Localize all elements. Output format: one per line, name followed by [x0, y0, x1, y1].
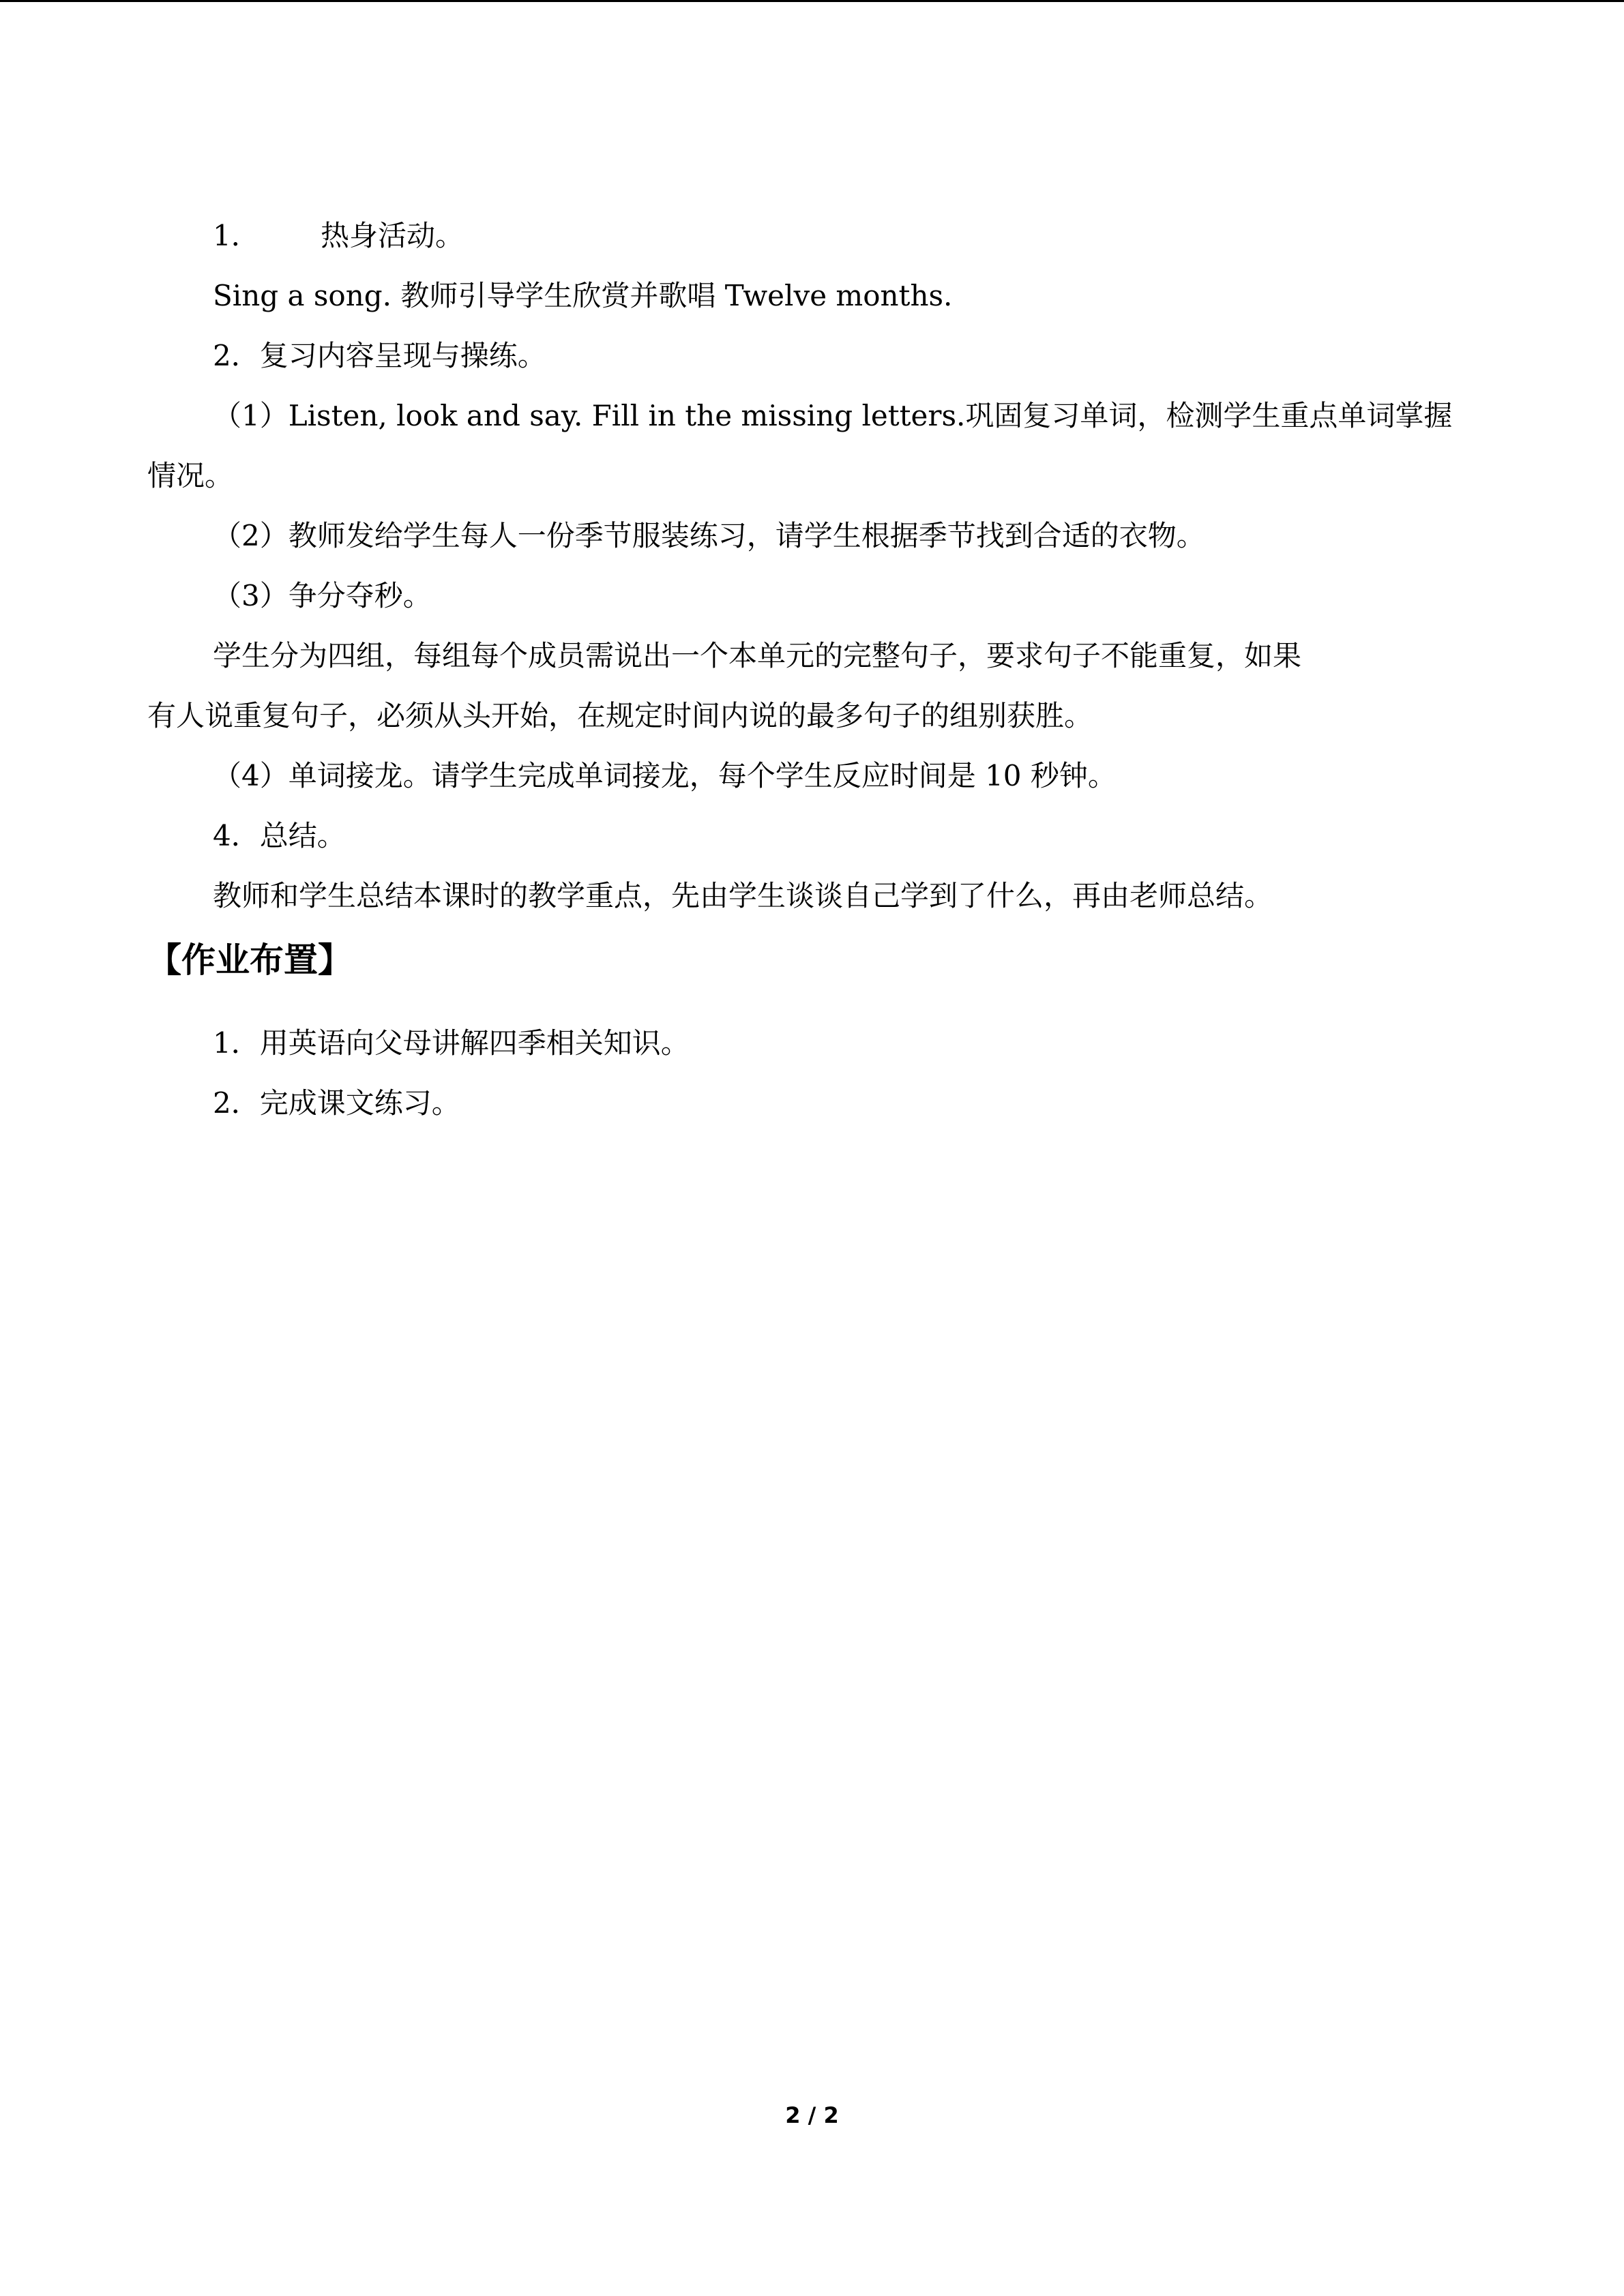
homework-item-2: 2．完成课文练习。	[213, 1086, 460, 1120]
summary-text: 教师和学生总结本课时的教学重点，先由学生谈谈自己学到了什么，再由老师总结。	[213, 879, 1273, 912]
homework-heading: 【作业布置】	[147, 940, 352, 980]
sing-song-line: Sing a song. 教师引导学生欣赏并歌唱 Twelve months.	[213, 279, 953, 312]
review-step-title: 2．复习内容呈现与操练。	[213, 339, 546, 372]
review-item-4: （4）单词接龙。请学生完成单词接龙，每个学生反应时间是 10 秒钟。	[213, 759, 1117, 792]
review-item-1-line-1: （1）Listen, look and say. Fill in the missing letters.巩固复习单词，检测学生重点单词掌握	[213, 399, 1453, 432]
review-item-3-desc-line-1: 学生分为四组，每组每个成员需说出一个本单元的完整句子，要求句子不能重复，如果	[213, 639, 1302, 672]
review-item-3-desc-line-2: 有人说重复句子，必须从头开始，在规定时间内说的最多句子的组别获胜。	[147, 699, 1093, 732]
warmup-step	[213, 215, 464, 256]
review-item-1-line-2: 情况。	[147, 459, 234, 492]
warmup-step-text: 热身活动。	[321, 219, 464, 252]
summary-step-title: 4．总结。	[213, 819, 346, 852]
review-item-2: （2）教师发给学生每人一份季节服装练习，请学生根据季节找到合适的衣物。	[213, 519, 1205, 552]
review-item-3: （3）争分夺秒。	[213, 579, 432, 612]
homework-item-1: 1．用英语向父母讲解四季相关知识。	[213, 1026, 690, 1060]
page-number: 2 / 2	[785, 2102, 839, 2128]
warmup-step-number: 1．	[213, 219, 260, 252]
top-border-line	[0, 0, 1624, 2]
